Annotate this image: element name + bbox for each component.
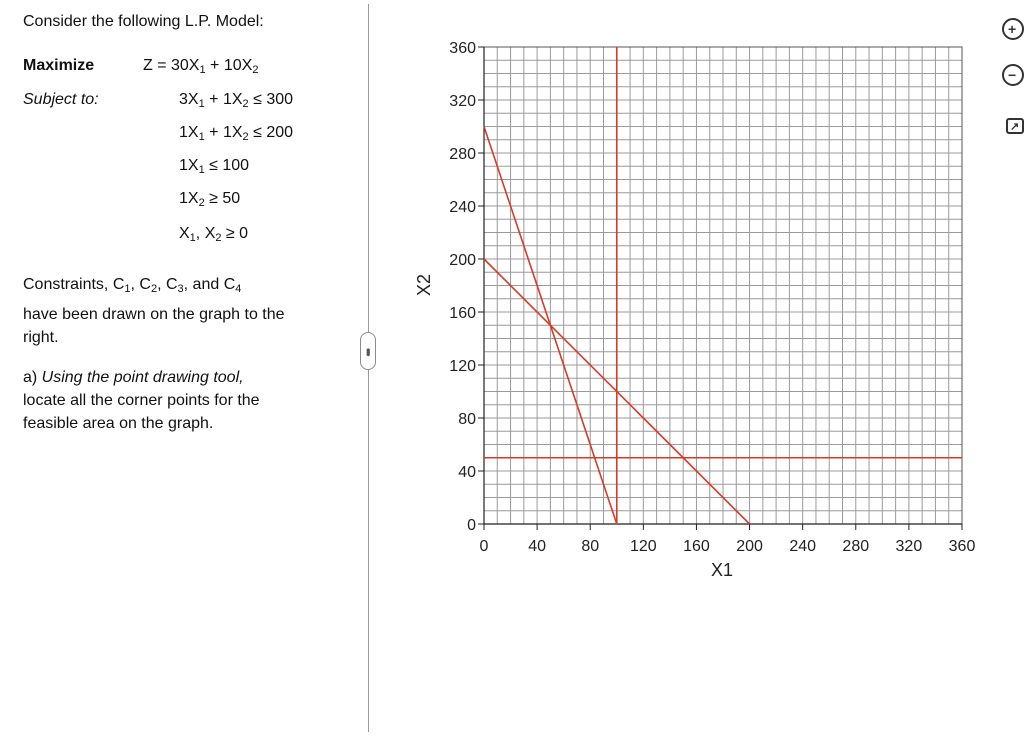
constraint-3: $1X_1 \le 100$: [179, 157, 250, 176]
y-tick-label: 240: [449, 199, 476, 216]
question-a-line2: locate all the corner points for the: [23, 392, 260, 409]
zoom-in-icon[interactable]: +: [1002, 18, 1024, 40]
y-tick-label: 40: [458, 464, 476, 481]
pane-resize-handle[interactable]: [360, 332, 376, 370]
non-negativity-constraint: $X_1$, $X_2 \ge 0$: [179, 225, 249, 244]
x-tick-label: 0: [479, 538, 489, 555]
constraints-note: Constraints, $C_1$, $C_2$, $C_3$, and $C_4$: [23, 276, 242, 295]
y-tick-label: 160: [449, 305, 476, 322]
y-axis-label: X2: [414, 273, 434, 297]
x-tick-label: 320: [895, 538, 923, 555]
graph-axes: [449, 40, 975, 555]
x-tick-label: 360: [948, 538, 976, 555]
maximize-label: Maximize: [23, 57, 95, 74]
drag-dots-icon: •••: [361, 347, 376, 355]
constraints-note-line3: right.: [23, 329, 59, 346]
objective-function: $Z = 30X_1 + 10X_2$: [143, 57, 259, 76]
question-a-line3: feasible area on the graph.: [23, 415, 214, 432]
y-tick-label: 360: [449, 40, 476, 57]
y-tick-label: 0: [467, 517, 476, 534]
constraint-4: $1X_2 \ge 50$: [179, 190, 241, 209]
problem-panel: [0, 0, 366, 748]
constraint-1: $3X_1 + 1X_2 \le 300$: [179, 91, 294, 110]
y-tick-label: 280: [449, 146, 476, 163]
lp-graph[interactable]: [380, 0, 1000, 600]
y-tick-label: 120: [449, 358, 476, 375]
subject-to-label: Subject to:: [23, 91, 99, 108]
x-tick-label: 160: [683, 538, 710, 555]
x-tick-label: 240: [789, 538, 817, 555]
x-tick-label: 120: [629, 538, 657, 555]
zoom-out-icon[interactable]: −: [1002, 64, 1024, 86]
x-tick-label: 200: [736, 538, 763, 555]
y-tick-label: 200: [449, 252, 476, 269]
constraint-2: $1X_1 + 1X_2 \le 200$: [179, 124, 294, 143]
constraints-note-line2: have been drawn on the graph to the: [23, 306, 285, 323]
intro-text: Consider the following L.P. Model:: [23, 13, 264, 30]
y-tick-label: 320: [449, 93, 476, 110]
y-tick-label: 80: [458, 411, 476, 428]
x-tick-label: 280: [842, 538, 870, 555]
x-tick-label: 40: [528, 538, 547, 555]
question-a: a) Using the point drawing tool,: [23, 369, 244, 386]
x-tick-label: 80: [581, 538, 600, 555]
expand-icon[interactable]: ↗: [1006, 118, 1024, 134]
graph-grid: [484, 47, 962, 524]
x-axis-label: X1: [710, 560, 734, 580]
